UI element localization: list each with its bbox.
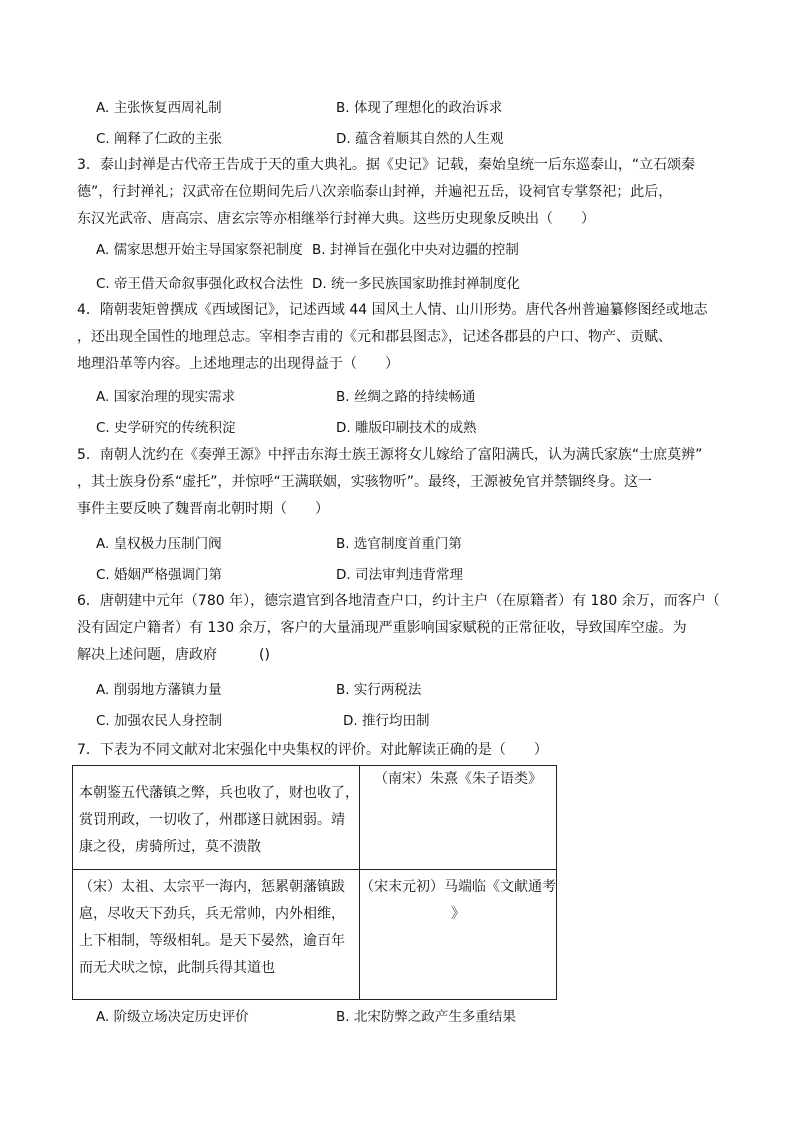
q2-option-b: B. 体现了理想化的政治诉求 bbox=[336, 100, 503, 116]
q7-quote-line: 上下相制，等级相轧。是天下晏然，逾百年 bbox=[79, 933, 345, 949]
q3-option-c: C. 帝王借天命叙事强化政权合法性 bbox=[96, 276, 304, 292]
q4-option-d: D. 雕版印刷技术的成熟 bbox=[336, 420, 477, 436]
q7-quote-cell bbox=[73, 870, 360, 1000]
q3-option-a: A. 儒家思想开始主导国家祭祀制度 bbox=[96, 242, 303, 258]
q7-quote-line: 扈，尽收天下劲兵，兵无常帅，内外相维， bbox=[79, 906, 345, 922]
q3-option-d: D. 统一多民族国家助推封禅制度化 bbox=[312, 276, 520, 292]
q7-quote-line: 而无犬吠之惊，此制兵得其道也 bbox=[79, 960, 275, 976]
table-row bbox=[73, 870, 557, 1000]
q2-option-c: C. 阐释了仁政的主张 bbox=[96, 131, 223, 147]
q7-quote-line: （宋）太祖、太宗平一海内，惩累朝藩镇跋 bbox=[79, 879, 345, 895]
table-row bbox=[73, 766, 557, 870]
q7-stem: 7．下表为不同文献对北宋强化中央集权的评价。对此解读正确的是（ ） bbox=[77, 742, 548, 758]
q7-source-line: （南宋）朱熹《朱子语类》 bbox=[374, 771, 542, 787]
q5-option-b: B. 选官制度首重门第 bbox=[336, 536, 462, 552]
q7-source-line: 》 bbox=[451, 906, 465, 922]
q7-quote-line: 本朝鉴五代藩镇之弊，兵也收了，财也收了， bbox=[79, 785, 359, 801]
q2-option-a: A. 主张恢复西周礼制 bbox=[96, 100, 222, 116]
q5-stem-line: 事件主要反映了魏晋南北朝时期（ ） bbox=[77, 501, 329, 517]
q6-option-d: D. 推行均田制 bbox=[343, 713, 430, 729]
q4-stem-line: 地理沿革等内容。上述地理志的出现得益于（ ） bbox=[77, 356, 399, 372]
q4-option-c: C. 史学研究的传统积淀 bbox=[96, 420, 236, 436]
q7-quote-line: 康之役，虏骑所过，莫不溃散 bbox=[79, 839, 261, 855]
q5-stem-line: ，其士族身份系“虚托”，并惊呼“王满联姻，实骇物听”。最终，王源被免官并禁锢终身。这一 bbox=[77, 474, 653, 490]
q6-stem-line: 6．唐朝建中元年（780 年），德宗遣官到各地清查户口，约计主户（在原籍者）有 180 余万，而客户（ bbox=[77, 593, 720, 609]
q5-stem-line: 5．南朝人沈约在《奏弹王源》中抨击东海士族王源将女儿嫁给了富阳满氏，认为满氏家族“士庶莫辨” bbox=[77, 447, 703, 463]
q3-stem-line: 3．泰山封禅是古代帝王告成于天的重大典礼。据《史记》记载，秦始皇统一后东巡泰山，“立石颂秦 bbox=[77, 157, 696, 173]
q7-option-b: B. 北宋防弊之政产生多重结果 bbox=[336, 1009, 516, 1025]
q7-quote-line: 赏罚刑政，一切收了，州郡遂日就困弱。靖 bbox=[79, 812, 345, 828]
q5-option-a: A. 皇权极力压制门阀 bbox=[96, 536, 222, 552]
q5-option-d: D. 司法审判违背常理 bbox=[336, 567, 463, 583]
q4-option-a: A. 国家治理的现实需求 bbox=[96, 389, 236, 405]
q4-stem-line: ，还出现全国性的地理总志。宰相李吉甫的《元和郡县图志》，记述各郡县的户口、物产、贡赋、 bbox=[77, 329, 672, 345]
q5-option-c: C. 婚姻严格强调门第 bbox=[96, 567, 223, 583]
q3-stem-line: 德”，行封禅礼；汉武帝在位期间先后八次亲临泰山封禅，并遍祀五岳，设祠官专掌祭祀；此后， bbox=[77, 184, 673, 200]
q6-option-b: B. 实行两税法 bbox=[336, 682, 422, 698]
q7-source-cell bbox=[360, 870, 557, 1000]
q2-option-d: D. 蕴含着顺其自然的人生观 bbox=[336, 131, 504, 147]
q7-option-a: A. 阶级立场决定历史评价 bbox=[96, 1009, 249, 1025]
q4-stem-line: 4．隋朝裴矩曾撰成《西域图记》，记述西域 44 国风土人情、山川形势。唐代各州普遍纂修图经或地志 bbox=[77, 302, 708, 318]
q7-source-cell bbox=[360, 766, 557, 870]
q4-option-b: B. 丝绸之路的持续畅通 bbox=[336, 389, 476, 405]
q7-quote-cell bbox=[73, 766, 360, 870]
q7-table bbox=[72, 765, 557, 1000]
q6-option-c: C. 加强农民人身控制 bbox=[96, 713, 223, 729]
q6-stem-line: 没有固定户籍者）有 130 余万，客户的大量涌现严重影响国家赋税的正常征收，导致国库空虚。为 bbox=[77, 620, 687, 636]
q3-option-b: B. 封禅旨在强化中央对边疆的控制 bbox=[312, 242, 519, 258]
q7-source-line: （宋末元初）马端临《文献通考 bbox=[360, 879, 556, 895]
q6-stem-line: 解决上述问题，唐政府 () bbox=[77, 647, 270, 663]
q3-stem-line: 东汉光武帝、唐高宗、唐玄宗等亦相继举行封禅大典。这些历史现象反映出（ ） bbox=[77, 211, 595, 227]
q6-option-a: A. 削弱地方藩镇力量 bbox=[96, 682, 222, 698]
